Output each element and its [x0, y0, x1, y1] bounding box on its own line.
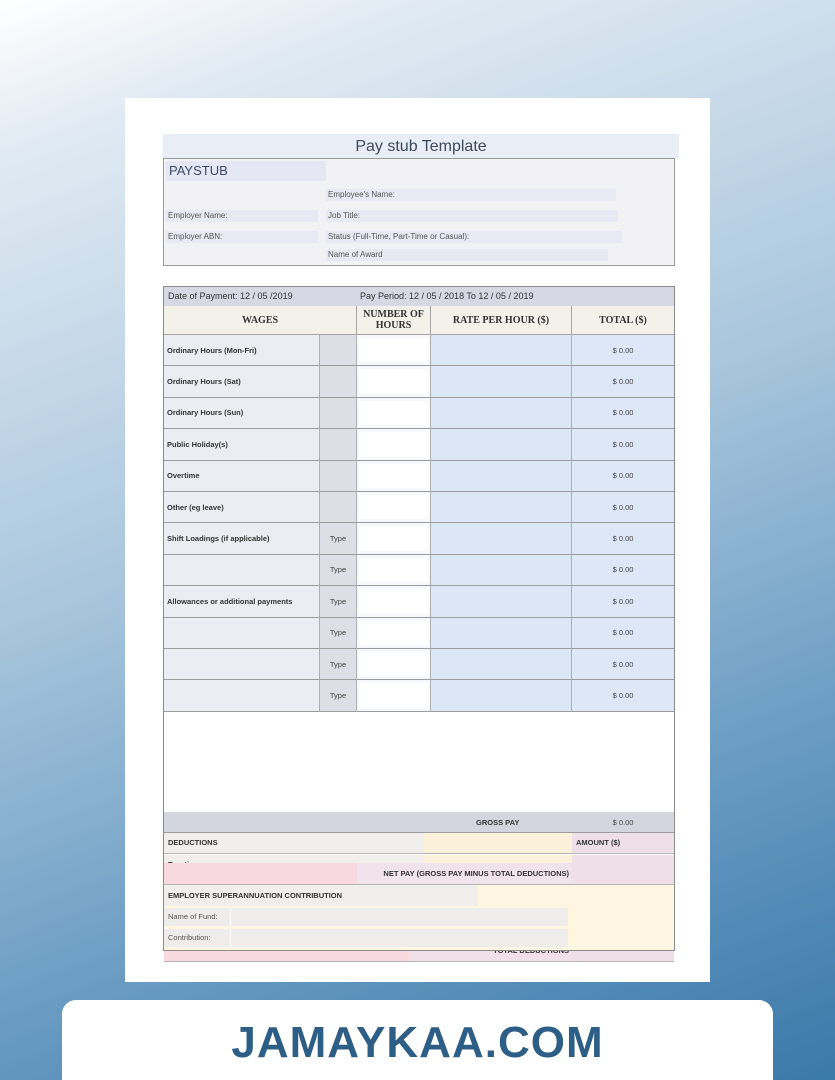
hours-input-box[interactable] — [359, 464, 428, 488]
wage-row-total: $ 0.00 — [572, 492, 674, 523]
date-of-payment: Date of Payment: 12 / 05 /2019 — [168, 291, 293, 301]
brand-text: JAMAYKAA.COM — [231, 1018, 604, 1067]
contribution-label: Contribution: — [168, 933, 211, 942]
wage-row-rate-input[interactable] — [431, 398, 572, 429]
wage-row-total: $ 0.00 — [572, 429, 674, 460]
wage-row-rate-input[interactable] — [431, 461, 572, 492]
payment-dates-row — [164, 287, 674, 306]
wage-row-type — [320, 492, 357, 523]
wage-row-hours-input[interactable] — [357, 492, 431, 523]
contribution-field[interactable] — [164, 929, 568, 947]
wage-row-total: $ 0.00 — [572, 680, 674, 711]
hours-input-box[interactable] — [359, 495, 428, 519]
wage-row-total: $ 0.00 — [572, 555, 674, 586]
wage-row-label: Ordinary Hours (Sun) — [164, 398, 320, 429]
wage-row-label: Public Holiday(s) — [164, 429, 320, 460]
wage-row-type — [320, 429, 357, 460]
super-label: EMPLOYER SUPERANNUATION CONTRIBUTION — [164, 885, 478, 906]
wage-row-label — [164, 680, 320, 711]
net-pay-row — [163, 863, 675, 885]
wage-row-rate-input[interactable] — [431, 429, 572, 460]
superannuation-box — [163, 885, 675, 951]
deductions-header-row — [164, 833, 674, 854]
wage-row-label: Other (eg leave) — [164, 492, 320, 523]
wage-row-total: $ 0.00 — [572, 461, 674, 492]
status-field[interactable]: Status (Full-Time, Part-Time or Casual): — [326, 231, 622, 243]
wage-row-rate-input[interactable] — [431, 555, 572, 586]
wage-row-type: Type — [320, 618, 357, 649]
wage-row-rate-input[interactable] — [431, 335, 572, 366]
wage-row-label: Ordinary Hours (Mon-Fri) — [164, 335, 320, 366]
award-name-field[interactable]: Name of Award — [326, 249, 608, 261]
wage-row-total: $ 0.00 — [572, 586, 674, 617]
hours-input-box[interactable] — [359, 621, 428, 645]
wage-row-type: Type — [320, 523, 357, 554]
wage-row-total: $ 0.00 — [572, 366, 674, 397]
wage-row-hours-input[interactable] — [357, 398, 431, 429]
contribution-divider — [230, 929, 231, 947]
wage-row-label: Ordinary Hours (Sat) — [164, 366, 320, 397]
deductions-label: DEDUCTIONS — [168, 838, 218, 847]
wage-row-type: Type — [320, 680, 357, 711]
total-header: TOTAL ($) — [572, 306, 674, 335]
wage-row-total: $ 0.00 — [572, 523, 674, 554]
wage-row-rate-input[interactable] — [431, 366, 572, 397]
wage-row-total: $ 0.00 — [572, 398, 674, 429]
hours-input-box[interactable] — [359, 432, 428, 456]
wage-row-type — [320, 461, 357, 492]
wage-row-total: $ 0.00 — [572, 649, 674, 680]
gross-pay-label: GROSS PAY — [476, 818, 520, 827]
gross-pay-row — [164, 812, 674, 833]
wage-row-hours-input[interactable] — [357, 586, 431, 617]
net-pay-label: NET PAY (GROSS PAY MINUS TOTAL DEDUCTIONS) — [357, 863, 572, 884]
hours-input-box[interactable] — [359, 652, 428, 676]
wage-row-type — [320, 335, 357, 366]
wage-row-label: Shift Loadings (if applicable) — [164, 523, 320, 554]
wage-row-type — [320, 398, 357, 429]
wage-row-hours-input[interactable] — [357, 618, 431, 649]
fund-name-label: Name of Fund: — [168, 912, 218, 921]
hours-input-box[interactable] — [359, 589, 428, 613]
wage-row-total: $ 0.00 — [572, 335, 674, 366]
deduction-input[interactable] — [424, 833, 572, 853]
document-title: Pay stub Template — [163, 134, 679, 158]
wage-row-label — [164, 618, 320, 649]
wage-row-hours-input[interactable] — [357, 366, 431, 397]
hours-input-box[interactable] — [359, 338, 428, 362]
wage-row-type: Type — [320, 586, 357, 617]
header-info-box — [163, 158, 675, 266]
wage-row-label — [164, 555, 320, 586]
wage-row-hours-input[interactable] — [357, 523, 431, 554]
hours-input-box[interactable] — [359, 558, 428, 582]
amount-label: AMOUNT ($) — [572, 833, 674, 853]
job-title-field[interactable]: Job Title: — [326, 210, 618, 222]
wage-row-rate-input[interactable] — [431, 492, 572, 523]
wage-row-rate-input[interactable] — [431, 680, 572, 711]
paystub-label: PAYSTUB — [166, 161, 326, 181]
employer-name-field[interactable]: Employer Name: — [166, 210, 318, 222]
footer-banner — [62, 1000, 773, 1080]
net-pay-fill — [164, 863, 357, 884]
pay-details-box — [163, 286, 675, 951]
wage-row-hours-input[interactable] — [357, 461, 431, 492]
hours-input-box[interactable] — [359, 401, 428, 425]
wages-header: WAGES — [164, 306, 357, 335]
hours-input-box[interactable] — [359, 526, 428, 550]
net-pay-value[interactable] — [572, 863, 674, 884]
hours-input-box[interactable] — [359, 683, 428, 707]
wage-row-type: Type — [320, 649, 357, 680]
wage-row-total: $ 0.00 — [572, 618, 674, 649]
wage-row-type — [320, 366, 357, 397]
wage-row-rate-input[interactable] — [431, 649, 572, 680]
employee-name-field[interactable]: Employee's Name: — [326, 189, 616, 201]
wage-row-label: Overtime — [164, 461, 320, 492]
wage-row-type: Type — [320, 555, 357, 586]
hours-input-box[interactable] — [359, 369, 428, 393]
wage-row-rate-input[interactable] — [431, 586, 572, 617]
gross-pay-value: $ 0.00 — [612, 818, 634, 827]
wage-row-hours-input[interactable] — [357, 680, 431, 711]
wage-row-label — [164, 649, 320, 680]
wage-row-label: Allowances or additional payments — [164, 586, 320, 617]
wage-row-rate-input[interactable] — [431, 618, 572, 649]
fund-divider — [230, 908, 231, 926]
wage-row-rate-input[interactable] — [431, 523, 572, 554]
wage-row-hours-input[interactable] — [357, 429, 431, 460]
wage-row-hours-input[interactable] — [357, 335, 431, 366]
fund-name-field[interactable] — [164, 908, 568, 926]
hours-header: NUMBER OF HOURS — [357, 306, 431, 335]
employer-abn-field[interactable]: Employer ABN: — [166, 231, 318, 243]
pay-period: Pay Period: 12 / 05 / 2018 To 12 / 05 / 2019 — [360, 291, 534, 301]
document-page — [125, 98, 710, 982]
wage-row-hours-input[interactable] — [357, 649, 431, 680]
wage-row-hours-input[interactable] — [357, 555, 431, 586]
rate-header: RATE PER HOUR ($) — [431, 306, 572, 335]
